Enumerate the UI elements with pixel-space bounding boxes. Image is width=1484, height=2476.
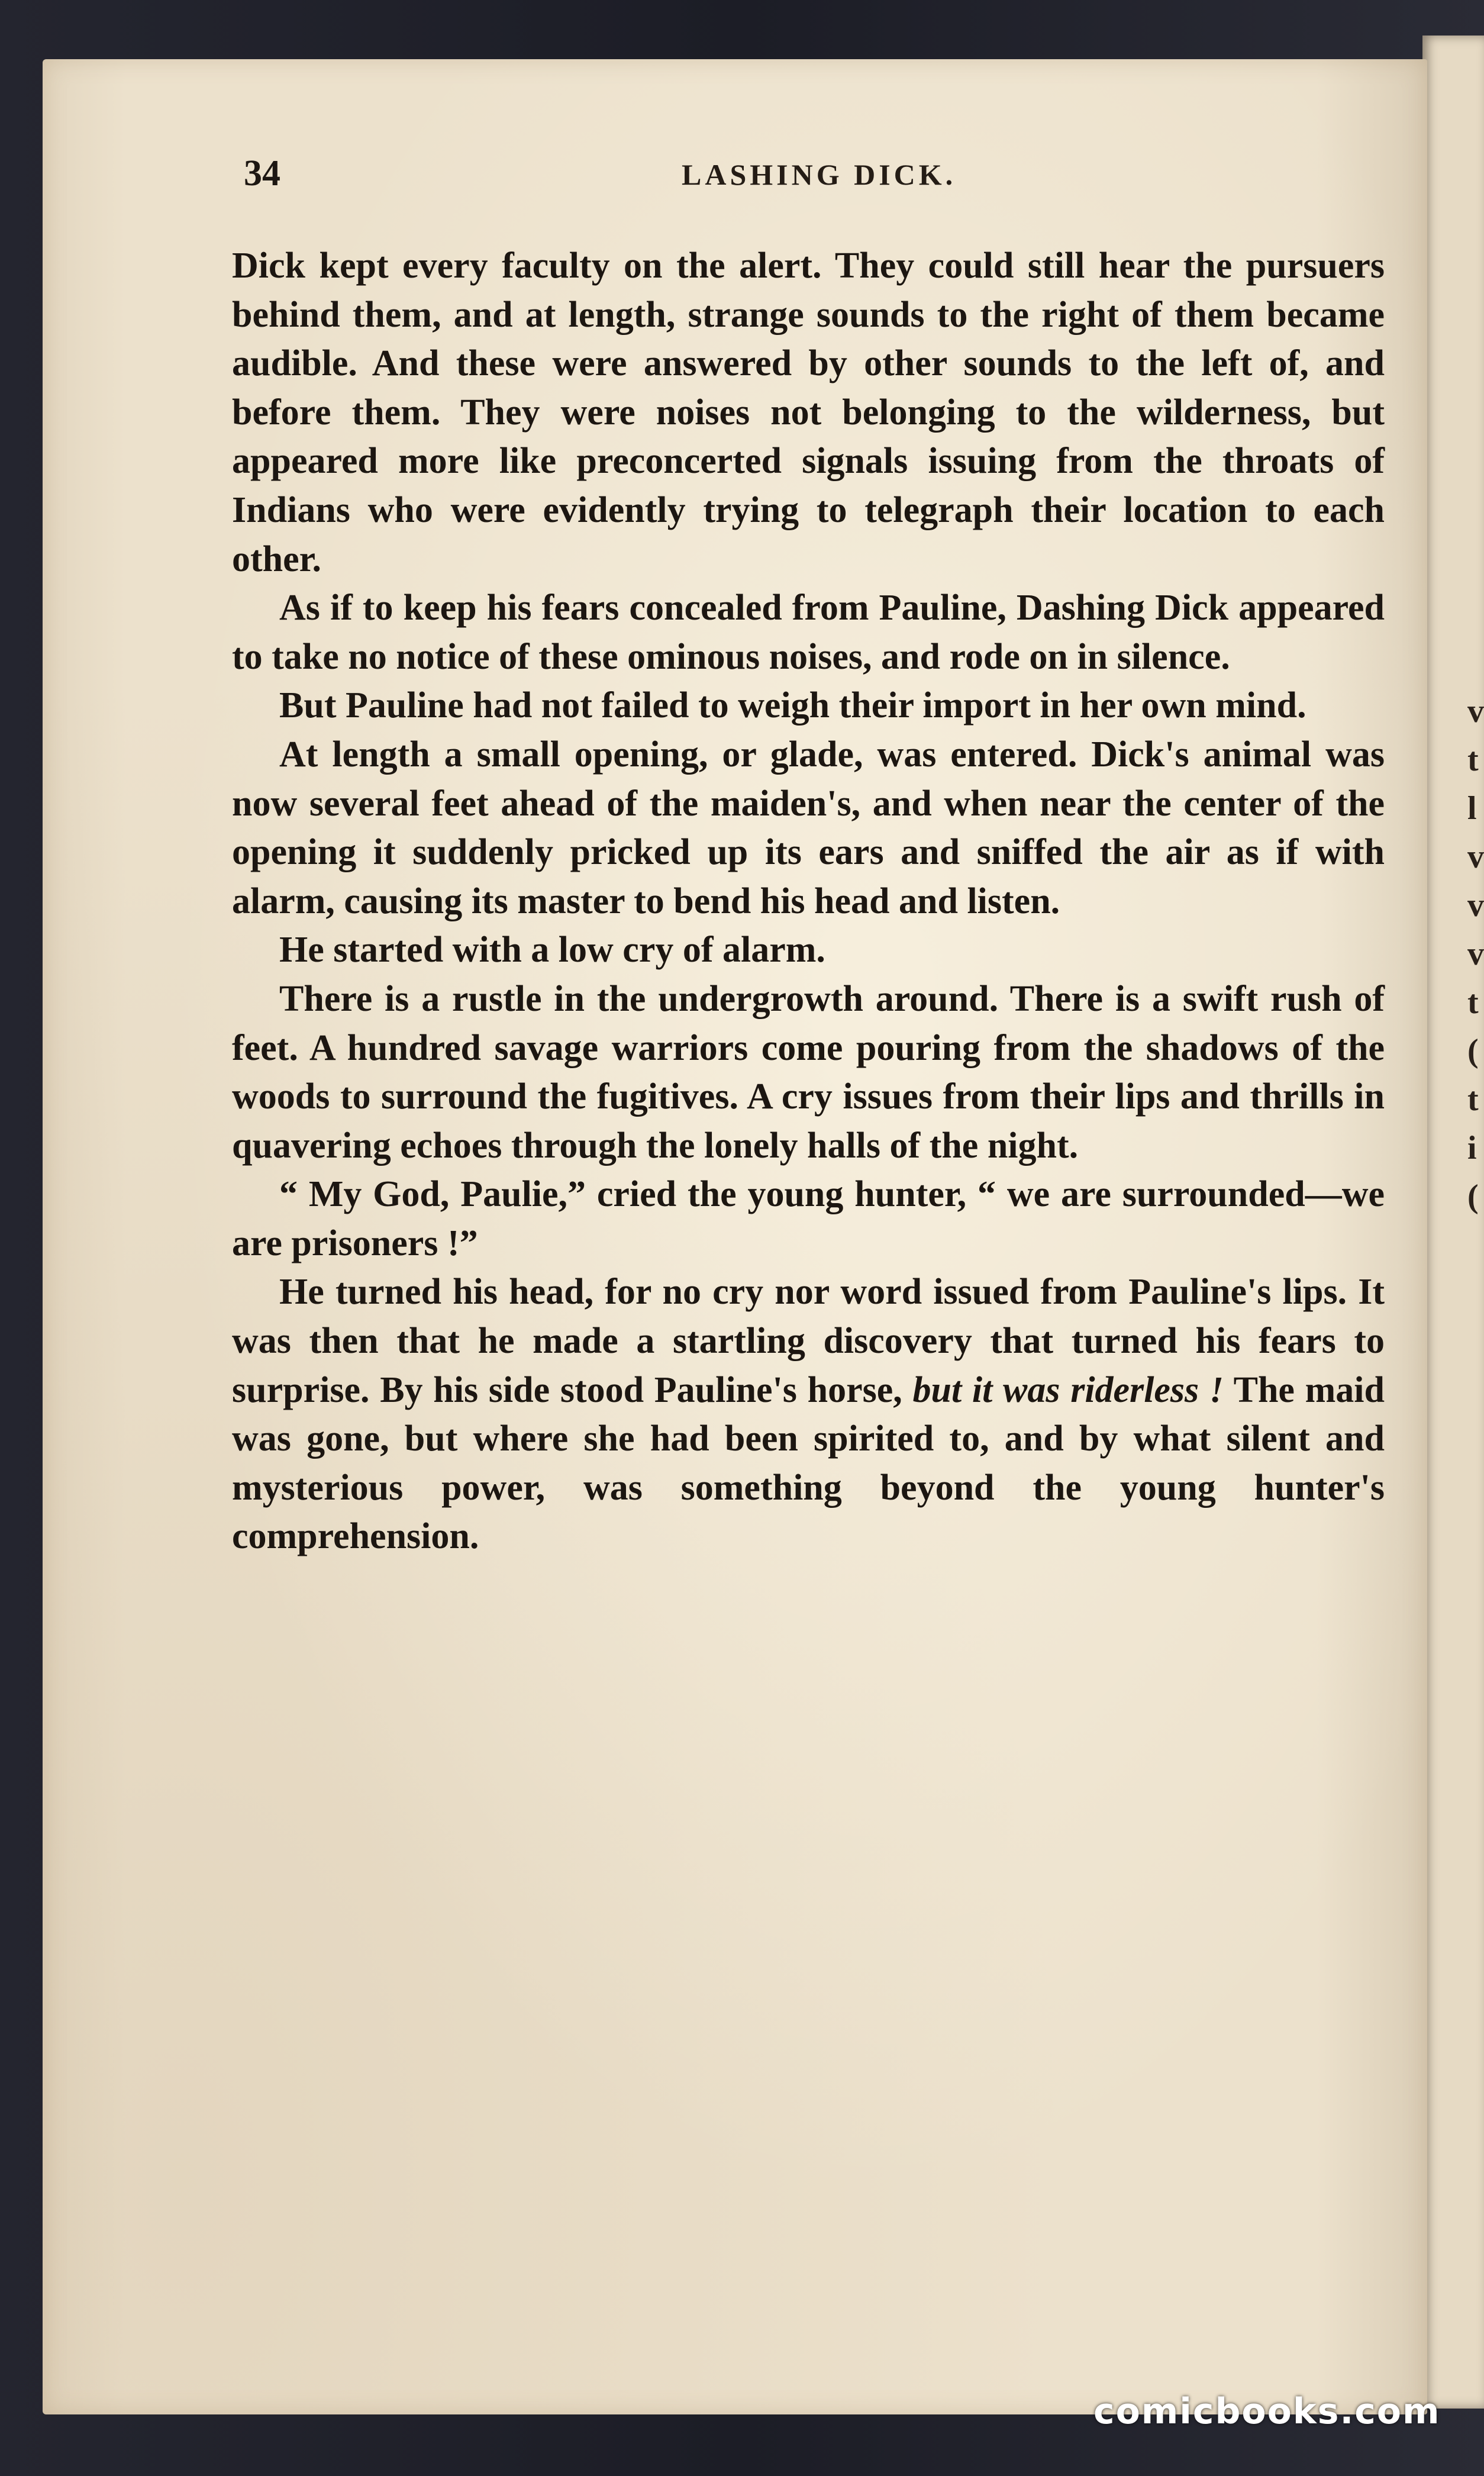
edge-letter: i [1467,1130,1477,1166]
body-text [232,241,1385,1561]
edge-letter: v [1467,693,1484,730]
edge-letter: v [1467,839,1484,875]
paragraph: He started with a low cry of alarm. [279,930,825,971]
paragraph-text: He turned his head, for no cry nor word issued from Pauline's lips. It was then that he made a startling discovery that turned his fears to surprise. By his side stood Pauline's horse, [232,1272,1385,1410]
watermark: comicbooks.com [1093,2391,1441,2432]
paragraph: “ My God, Paulie,” cried the young hunter, “ we are surrounded—we are prisoners !” [232,1174,1385,1263]
edge-letter: t [1467,741,1479,778]
running-head: LASHING DICK. [682,158,957,191]
next-page-edge [1422,36,1484,2409]
paragraph: There is a rustle in the undergrowth around. There is a swift rush of feet. A hundred savage warriors come pouring from the shadows of the woods to surround the fugitives. A cry issues from their lips and thrills in quavering echoes through the lonely halls of the night. [232,978,1385,1166]
paragraph: Dick kept every faculty on the alert. They could still hear the pursuers behind them, and at length, strange sounds to the right of them became audible. And these were answered by other sounds to the left of, and before them. They were noises not belonging to the wilderness, but appeared more like preconcerted signals issuing from the throats of Indians who were evidently trying to telegraph their location to each other. [232,246,1385,579]
paragraph: But Pauline had not failed to weigh their import in her own mind. [279,685,1306,726]
paragraph-italic: but it was riderless ! [912,1369,1224,1410]
edge-letter: v [1467,936,1484,972]
paragraph: At length a small opening, or glade, was entered. Dick's animal was now several feet ahead of the maiden's, and when near the center of the opening it suddenly pricked up its ears and sniffed the air as if with alarm, causing its master to bend his head and listen. [232,734,1385,921]
edge-letter: t [1467,984,1479,1021]
edge-letter: ( [1467,1178,1479,1215]
paragraph-text: The maid was gone, but where she had been spirited to, and by what silent and mysterious power, was something beyond the young hunter's comprehension. [232,1369,1385,1557]
edge-letter: t [1467,1081,1479,1118]
edge-letter: l [1467,790,1477,827]
edge-letter: ( [1467,1033,1479,1069]
paragraph [232,1268,1385,1561]
paragraph: As if to keep his fears concealed from Pauline, Dashing Dick appeared to take no notice of these ominous noises, and rode on in silence. [232,588,1385,677]
page-number: 34 [244,153,280,194]
edge-letter: v [1467,887,1484,924]
page-header [244,153,1392,200]
